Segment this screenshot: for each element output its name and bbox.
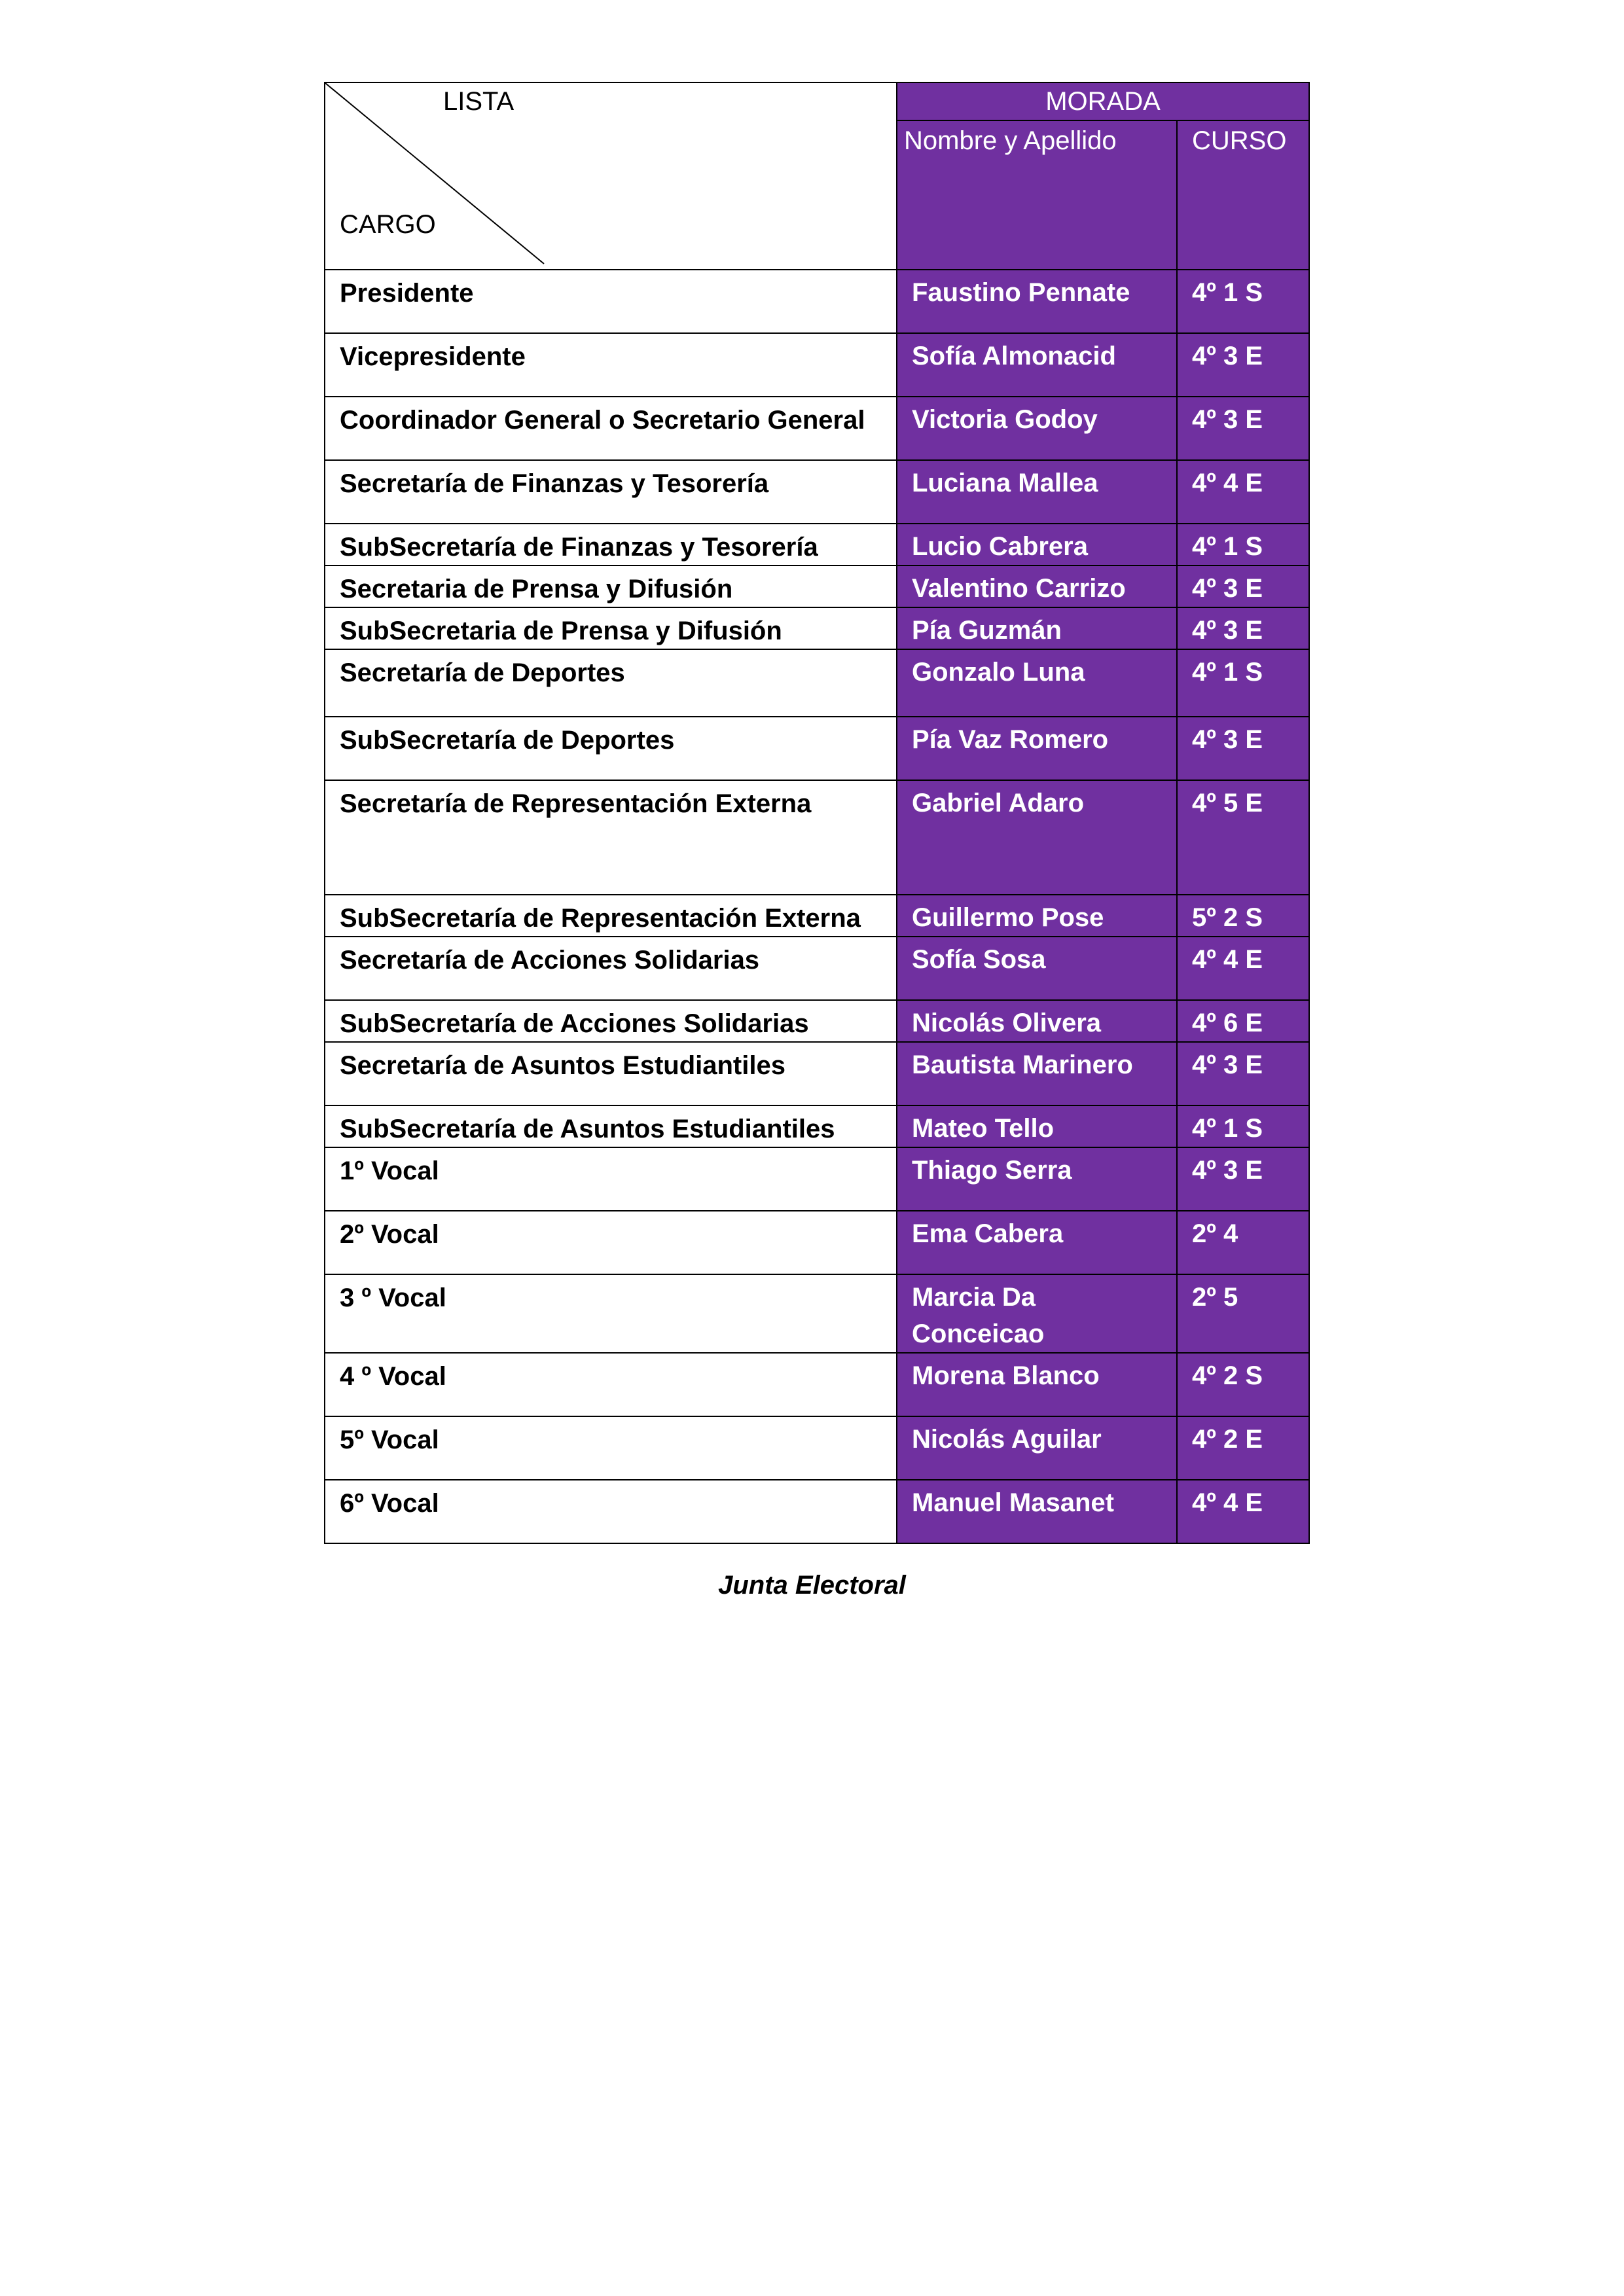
table-row bbox=[325, 1416, 1309, 1480]
name-column-header: Nombre y Apellido bbox=[897, 120, 1177, 270]
candidate-name-cell: Nicolás Olivera bbox=[897, 1000, 1177, 1042]
cargo-cell: 1º Vocal bbox=[325, 1147, 897, 1211]
curso-cell: 4º 3 E bbox=[1177, 333, 1309, 397]
curso-cell: 2º 5 bbox=[1177, 1274, 1309, 1353]
candidate-name-cell: Luciana Mallea bbox=[897, 460, 1177, 524]
cargo-cell: SubSecretaría de Asuntos Estudiantiles bbox=[325, 1105, 897, 1147]
cargo-cell: Secretaría de Deportes bbox=[325, 649, 897, 717]
curso-cell: 4º 3 E bbox=[1177, 607, 1309, 649]
cargo-cell: Secretaria de Prensa y Difusión bbox=[325, 565, 897, 607]
curso-cell: 5º 2 S bbox=[1177, 895, 1309, 937]
junta-electoral-footer: Junta Electoral bbox=[718, 1571, 906, 1600]
candidate-name-cell: Gonzalo Luna bbox=[897, 649, 1177, 717]
cargo-cell: Coordinador General o Secretario General bbox=[325, 397, 897, 460]
cargo-label: CARGO bbox=[340, 210, 436, 239]
candidate-name-cell: Guillermo Pose bbox=[897, 895, 1177, 937]
curso-cell: 4º 2 E bbox=[1177, 1416, 1309, 1480]
cargo-cell: SubSecretaría de Deportes bbox=[325, 717, 897, 780]
candidate-name-cell: Faustino Pennate bbox=[897, 270, 1177, 333]
cargo-cell: 3 º Vocal bbox=[325, 1274, 897, 1353]
cargo-cell: SubSecretaría de Finanzas y Tesorería bbox=[325, 524, 897, 565]
curso-cell: 4º 4 E bbox=[1177, 937, 1309, 1000]
table-row bbox=[325, 1000, 1309, 1042]
table-row bbox=[325, 1211, 1309, 1274]
candidate-name-cell: Bautista Marinero bbox=[897, 1042, 1177, 1105]
cargo-cell: SubSecretaría de Acciones Solidarias bbox=[325, 1000, 897, 1042]
curso-cell: 4º 2 S bbox=[1177, 1353, 1309, 1416]
candidate-name-cell: Morena Blanco bbox=[897, 1353, 1177, 1416]
curso-cell: 4º 3 E bbox=[1177, 1042, 1309, 1105]
curso-cell: 4º 5 E bbox=[1177, 780, 1309, 895]
table-row bbox=[325, 270, 1309, 333]
cargo-cell: 4 º Vocal bbox=[325, 1353, 897, 1416]
curso-cell: 4º 3 E bbox=[1177, 1147, 1309, 1211]
candidate-name-cell: Nicolás Aguilar bbox=[897, 1416, 1177, 1480]
cargo-cell: Secretaría de Representación Externa bbox=[325, 780, 897, 895]
cargo-cell: Secretaría de Finanzas y Tesorería bbox=[325, 460, 897, 524]
candidate-name-cell: Mateo Tello bbox=[897, 1105, 1177, 1147]
table-row bbox=[325, 1353, 1309, 1416]
table-row bbox=[325, 1274, 1309, 1353]
table-row bbox=[325, 1042, 1309, 1105]
candidate-name-cell: Sofía Almonacid bbox=[897, 333, 1177, 397]
table-row bbox=[325, 717, 1309, 780]
cargo-cell: 2º Vocal bbox=[325, 1211, 897, 1274]
candidate-name-cell: Valentino Carrizo bbox=[897, 565, 1177, 607]
candidate-name-cell: Gabriel Adaro bbox=[897, 780, 1177, 895]
candidate-name-cell: Pía Guzmán bbox=[897, 607, 1177, 649]
curso-cell: 4º 1 S bbox=[1177, 649, 1309, 717]
table-row bbox=[325, 397, 1309, 460]
curso-cell: 4º 3 E bbox=[1177, 397, 1309, 460]
table-row bbox=[325, 1147, 1309, 1211]
table-row bbox=[325, 565, 1309, 607]
curso-cell: 4º 3 E bbox=[1177, 565, 1309, 607]
table-row bbox=[325, 895, 1309, 937]
candidate-name-cell: Pía Vaz Romero bbox=[897, 717, 1177, 780]
table-row bbox=[325, 524, 1309, 565]
cargo-cell: SubSecretaria de Prensa y Difusión bbox=[325, 607, 897, 649]
table-row bbox=[325, 780, 1309, 895]
cargo-cell: Vicepresidente bbox=[325, 333, 897, 397]
curso-cell: 4º 3 E bbox=[1177, 717, 1309, 780]
table-row bbox=[325, 1480, 1309, 1543]
curso-cell: 4º 4 E bbox=[1177, 460, 1309, 524]
lista-label: LISTA bbox=[443, 87, 514, 116]
candidate-name-cell: Manuel Masanet bbox=[897, 1480, 1177, 1543]
candidate-name-cell: Ema Cabera bbox=[897, 1211, 1177, 1274]
corner-header-cell bbox=[325, 82, 897, 270]
cargo-cell: Secretaría de Acciones Solidarias bbox=[325, 937, 897, 1000]
curso-cell: 4º 1 S bbox=[1177, 270, 1309, 333]
curso-cell: 2º 4 bbox=[1177, 1211, 1309, 1274]
cargo-cell: SubSecretaría de Representación Externa bbox=[325, 895, 897, 937]
curso-cell: 4º 1 S bbox=[1177, 1105, 1309, 1147]
candidate-name-cell: Sofía Sosa bbox=[897, 937, 1177, 1000]
cargo-cell: 5º Vocal bbox=[325, 1416, 897, 1480]
diagonal-divider-line bbox=[325, 83, 897, 270]
curso-column-header: CURSO bbox=[1177, 120, 1309, 270]
candidate-name-cell: Thiago Serra bbox=[897, 1147, 1177, 1211]
curso-cell: 4º 4 E bbox=[1177, 1480, 1309, 1543]
list-name-header: MORADA bbox=[897, 82, 1309, 120]
curso-cell: 4º 6 E bbox=[1177, 1000, 1309, 1042]
table-row bbox=[325, 649, 1309, 717]
candidate-name-cell: Marcia Da Conceicao bbox=[897, 1274, 1177, 1353]
candidate-name-cell: Victoria Godoy bbox=[897, 397, 1177, 460]
candidate-name-cell: Lucio Cabrera bbox=[897, 524, 1177, 565]
cargo-cell: Presidente bbox=[325, 270, 897, 333]
table-row bbox=[325, 333, 1309, 397]
table-row bbox=[325, 607, 1309, 649]
cargo-cell: Secretaría de Asuntos Estudiantiles bbox=[325, 1042, 897, 1105]
curso-cell: 4º 1 S bbox=[1177, 524, 1309, 565]
table-row bbox=[325, 1105, 1309, 1147]
table-row bbox=[325, 460, 1309, 524]
cargo-cell: 6º Vocal bbox=[325, 1480, 897, 1543]
table-row bbox=[325, 937, 1309, 1000]
candidates-table bbox=[324, 82, 1310, 1544]
